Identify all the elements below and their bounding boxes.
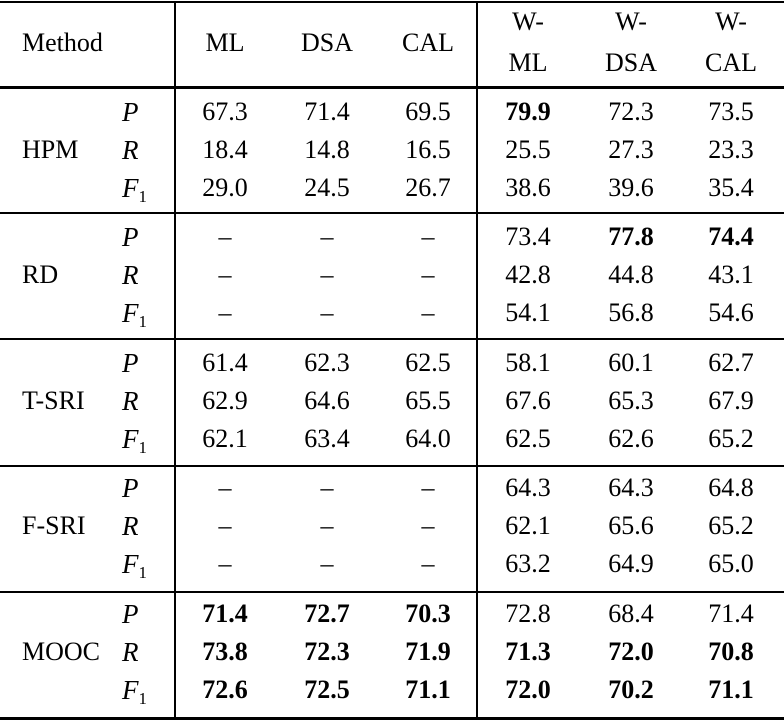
metric-label — [122, 424, 147, 463]
metric-symbol: F — [122, 424, 139, 454]
table-cell: 71.1 — [405, 675, 451, 704]
method-name: HPM — [22, 135, 79, 164]
table-cell: 62.1 — [505, 511, 551, 540]
table-cell: – — [320, 260, 334, 289]
table-cell: 71.9 — [405, 637, 451, 666]
table-cell: – — [218, 549, 232, 578]
table-cell: 44.8 — [608, 260, 654, 289]
metric-symbol: F — [122, 298, 139, 328]
metric-symbol: P — [122, 348, 139, 378]
table-cell: 77.8 — [608, 222, 654, 251]
header-column-line1: W- — [715, 7, 747, 36]
table-cell: 70.2 — [608, 675, 654, 704]
metric-label — [122, 637, 139, 667]
table-cell: – — [421, 222, 435, 251]
table-cell: 72.7 — [304, 599, 350, 628]
table-cell: 62.7 — [708, 348, 754, 377]
table-cell: 65.6 — [608, 511, 654, 540]
metric-label — [122, 173, 147, 212]
method-name: T-SRI — [22, 386, 85, 415]
table-cell: 24.5 — [304, 173, 350, 202]
table-cell: 73.8 — [202, 637, 248, 666]
table-cell: 72.8 — [505, 599, 551, 628]
table-cell: 62.5 — [405, 348, 451, 377]
header-column: DSA — [300, 28, 353, 57]
metric-symbol: R — [122, 386, 139, 416]
table-cell: – — [218, 473, 232, 502]
table-cell: 38.6 — [505, 173, 551, 202]
table-cell: 18.4 — [202, 135, 248, 164]
table-cell: 39.6 — [608, 173, 654, 202]
table-cell: 62.9 — [202, 386, 248, 415]
table-cell: 72.5 — [304, 675, 350, 704]
metric-symbol: F — [122, 173, 139, 203]
table-cell: 64.3 — [505, 473, 551, 502]
metric-symbol: R — [122, 511, 139, 541]
metric-subscript: 1 — [138, 438, 147, 457]
table-cell: 54.6 — [708, 298, 754, 327]
metric-subscript: 1 — [138, 689, 147, 708]
metric-label — [122, 473, 139, 503]
table-cell: 63.4 — [304, 424, 350, 453]
metric-symbol: F — [122, 549, 139, 579]
table-cell: 71.1 — [708, 675, 754, 704]
metric-symbol: R — [122, 637, 139, 667]
table-cell: 64.0 — [405, 424, 451, 453]
table-cell: – — [421, 298, 435, 327]
header-column-line1: W- — [615, 7, 647, 36]
table-cell: 14.8 — [304, 135, 350, 164]
table-cell: – — [218, 260, 232, 289]
table-cell: 64.3 — [608, 473, 654, 502]
table-cell: – — [320, 511, 334, 540]
metric-label — [122, 222, 139, 252]
table-cell: 62.1 — [202, 424, 248, 453]
table-cell: 65.2 — [708, 424, 754, 453]
table-cell: 68.4 — [608, 599, 654, 628]
table-cell: 79.9 — [505, 97, 551, 126]
table-cell: 64.6 — [304, 386, 350, 415]
metric-label — [122, 348, 139, 378]
table-cell: 25.5 — [505, 135, 551, 164]
column-divider — [174, 1, 176, 720]
header-column-line1: W- — [512, 7, 544, 36]
metric-label — [122, 549, 147, 588]
table-cell: 73.5 — [708, 97, 754, 126]
table-cell: 71.3 — [505, 637, 551, 666]
table-cell: 43.1 — [708, 260, 754, 289]
header-column-line2: ML — [508, 48, 548, 77]
table-rule — [0, 591, 784, 593]
header-column: CAL — [402, 28, 454, 57]
table-cell: 64.9 — [608, 549, 654, 578]
metric-label — [122, 298, 147, 337]
metric-label — [122, 675, 147, 714]
metric-symbol: R — [122, 135, 139, 165]
table-cell: 62.3 — [304, 348, 350, 377]
table-cell: 67.3 — [202, 97, 248, 126]
metric-subscript: 1 — [138, 563, 147, 582]
table-cell: 73.4 — [505, 222, 551, 251]
table-cell: 62.5 — [505, 424, 551, 453]
table-cell: 61.4 — [202, 348, 248, 377]
table-rule — [0, 86, 784, 89]
metric-symbol: P — [122, 599, 139, 629]
metric-label — [122, 386, 139, 416]
method-name: MOOC — [22, 637, 101, 666]
table-cell: – — [421, 260, 435, 289]
metric-symbol: P — [122, 97, 139, 127]
table-cell: 29.0 — [202, 173, 248, 202]
method-name: RD — [22, 260, 59, 289]
table-cell: 35.4 — [708, 173, 754, 202]
table-cell: 16.5 — [405, 135, 451, 164]
header-column: ML — [205, 28, 245, 57]
metric-subscript: 1 — [138, 187, 147, 206]
method-name: F-SRI — [22, 511, 86, 540]
table-cell: 54.1 — [505, 298, 551, 327]
table-cell: – — [218, 222, 232, 251]
table-cell: 42.8 — [505, 260, 551, 289]
table-cell: 70.3 — [405, 599, 451, 628]
metric-label — [122, 511, 139, 541]
table-cell: 72.3 — [608, 97, 654, 126]
table-cell: 65.0 — [708, 549, 754, 578]
table-cell: – — [320, 473, 334, 502]
table-cell: 63.2 — [505, 549, 551, 578]
table-rule — [0, 717, 784, 720]
table-cell: – — [320, 222, 334, 251]
table-cell: 74.4 — [708, 222, 754, 251]
table-cell: 23.3 — [708, 135, 754, 164]
table-cell: 62.6 — [608, 424, 654, 453]
table-cell: 27.3 — [608, 135, 654, 164]
table-cell: – — [218, 511, 232, 540]
header-column-line2: DSA — [604, 48, 657, 77]
table-cell: – — [421, 473, 435, 502]
table-rule — [0, 212, 784, 214]
table-cell: 72.0 — [505, 675, 551, 704]
table-cell: – — [421, 549, 435, 578]
table-cell: 71.4 — [202, 599, 248, 628]
column-divider — [476, 1, 478, 720]
metric-symbol: P — [122, 222, 139, 252]
table-cell: 71.4 — [708, 599, 754, 628]
metric-label — [122, 599, 139, 629]
metric-label — [122, 260, 139, 290]
metric-symbol: F — [122, 675, 139, 705]
metric-symbol: P — [122, 473, 139, 503]
table-cell: 72.6 — [202, 675, 248, 704]
table-cell: 72.3 — [304, 637, 350, 666]
table-cell: 56.8 — [608, 298, 654, 327]
table-cell: 58.1 — [505, 348, 551, 377]
table-cell: – — [421, 511, 435, 540]
table-cell: – — [218, 298, 232, 327]
table-cell: – — [320, 298, 334, 327]
table-cell: 64.8 — [708, 473, 754, 502]
table-rule — [0, 338, 784, 340]
header-column-line2: CAL — [705, 48, 757, 77]
table-cell: 67.9 — [708, 386, 754, 415]
table-cell: 26.7 — [405, 173, 451, 202]
table-cell: – — [320, 549, 334, 578]
table-cell: 60.1 — [608, 348, 654, 377]
table-cell: 65.5 — [405, 386, 451, 415]
metric-symbol: R — [122, 260, 139, 290]
table-cell: 69.5 — [405, 97, 451, 126]
table-cell: 72.0 — [608, 637, 654, 666]
metric-subscript: 1 — [138, 312, 147, 331]
table-cell: 65.2 — [708, 511, 754, 540]
table-cell: 65.3 — [608, 386, 654, 415]
header-method: Method — [22, 28, 103, 57]
table-cell: 70.8 — [708, 637, 754, 666]
metric-label — [122, 97, 139, 127]
table-rule — [0, 1, 784, 3]
table-cell: 67.6 — [505, 386, 551, 415]
table-rule — [0, 465, 784, 467]
metric-label — [122, 135, 139, 165]
table-cell: 71.4 — [304, 97, 350, 126]
